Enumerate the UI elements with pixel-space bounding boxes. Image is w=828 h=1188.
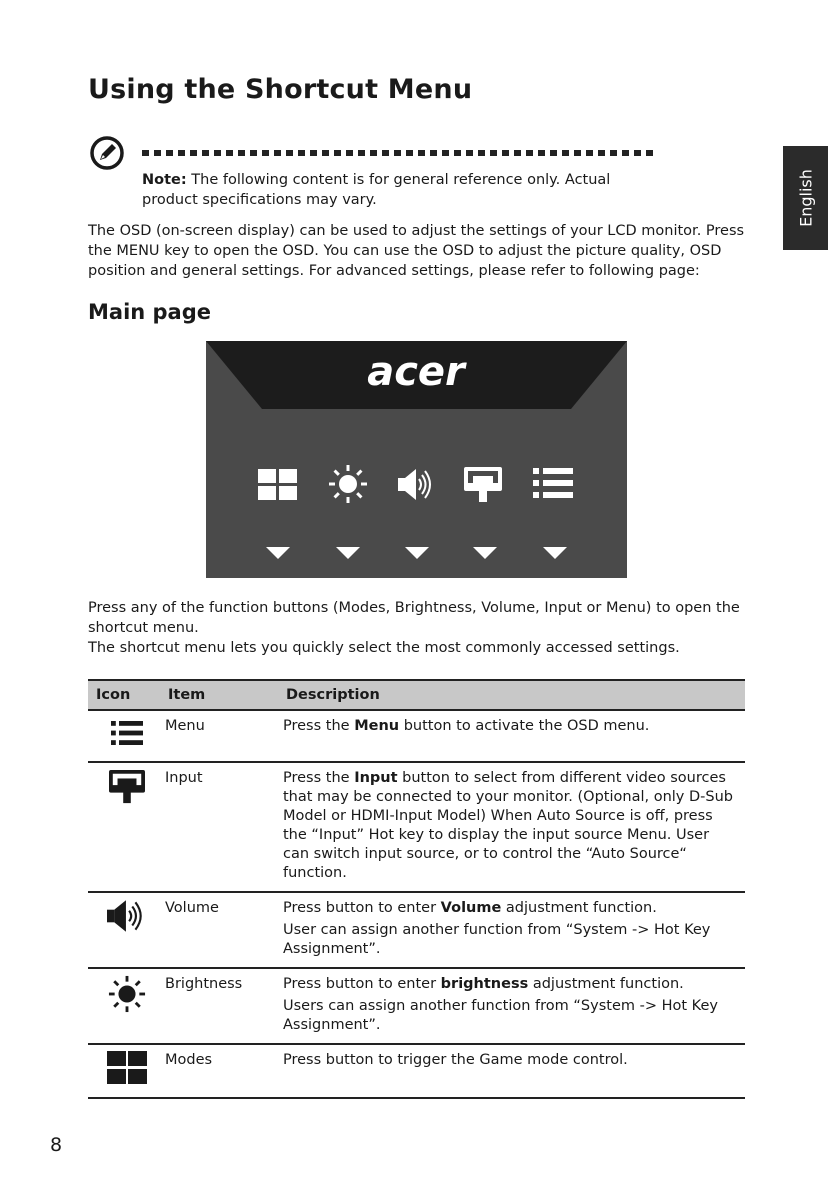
osd-input-icon[interactable]: [464, 467, 502, 502]
desc-text: adjustment function.: [528, 976, 684, 992]
input-source-icon: [109, 769, 145, 805]
header-item: Item: [165, 680, 283, 710]
desc-text: button to activate the OSD menu.: [399, 718, 650, 734]
shortcut-description: [88, 598, 748, 658]
table-cell-description: [283, 1044, 745, 1098]
table-row: [88, 892, 745, 968]
note-body: The following content is for general reference only. Actual product specifications may vary.: [142, 172, 611, 208]
header-description: Description: [283, 680, 745, 710]
osd-arrow-down-icon[interactable]: [405, 547, 429, 559]
note-label: Note:: [142, 172, 187, 188]
osd-logo: acer: [367, 349, 465, 395]
desc-keyword: Volume: [440, 900, 502, 916]
osd-arrow-down-icon[interactable]: [543, 547, 567, 559]
description-line-1: Press any of the function buttons (Modes, Brightness, Volume, Input or Menu) to open the shortcut menu.: [88, 600, 740, 636]
note-pencil-icon: [87, 133, 127, 173]
shortcut-table: [88, 679, 745, 1099]
language-tab-label: English: [796, 169, 815, 227]
header-icon: Icon: [88, 680, 165, 710]
desc-text: Press the: [283, 770, 355, 786]
osd-modes-icon[interactable]: [258, 469, 297, 500]
desc-keyword: Input: [354, 770, 398, 786]
brightness-icon: [108, 975, 146, 1013]
menu-list-icon: [111, 717, 143, 749]
osd-arrow-down-icon[interactable]: [336, 547, 360, 559]
table-cell-description: [283, 710, 745, 762]
table-cell-description: [283, 762, 745, 892]
modes-grid-icon: [107, 1051, 147, 1085]
desc-keyword: Menu: [354, 718, 400, 734]
description-line-2: The shortcut menu lets you quickly select the most commonly accessed settings.: [88, 640, 680, 656]
desc-text: Press the: [283, 718, 355, 734]
table-cell-description: [283, 892, 745, 968]
table-row: [88, 1044, 745, 1098]
desc-text: Press button to enter: [283, 900, 441, 916]
osd-volume-icon[interactable]: [398, 469, 430, 500]
desc-text: Press button to trigger the Game mode control.: [283, 1052, 628, 1068]
volume-icon: [107, 899, 147, 933]
note-text: [142, 170, 662, 210]
table-cell-item: Volume: [165, 892, 283, 968]
section-title: Main page: [88, 300, 212, 324]
table-cell-item: Modes: [165, 1044, 283, 1098]
table-cell-description: [283, 968, 745, 1044]
osd-brightness-icon[interactable]: [329, 465, 367, 503]
page-number: 8: [50, 1134, 63, 1156]
table-cell-item: Brightness: [165, 968, 283, 1044]
note-divider: [142, 150, 658, 156]
desc-text: Press button to enter: [283, 976, 441, 992]
page-title: Using the Shortcut Menu: [88, 74, 473, 105]
desc-text: button to select from different video sources that may be connected to your monitor. (Optional, only D-Sub Model or HDMI-Input Model) When Auto Source is off, press the “Input” Hot key to display the input source Menu. User can switch input source, or to control the “Auto Source“ function.: [283, 770, 733, 881]
osd-arrow-down-icon[interactable]: [266, 547, 290, 559]
osd-arrow-down-icon[interactable]: [473, 547, 497, 559]
table-row: [88, 762, 745, 892]
table-cell-item: Menu: [165, 710, 283, 762]
osd-menu-icon[interactable]: [533, 468, 573, 498]
table-row: [88, 968, 745, 1044]
desc-text-secondary: User can assign another function from “System -> Hot Key Assignment”.: [283, 922, 711, 957]
table-row: [88, 710, 745, 762]
osd-screen: [206, 341, 627, 578]
language-tab: [783, 146, 828, 250]
desc-text: adjustment function.: [501, 900, 657, 916]
desc-text-secondary: Users can assign another function from “System -> Hot Key Assignment”.: [283, 998, 718, 1033]
intro-paragraph: The OSD (on-screen display) can be used to adjust the settings of your LCD monitor. Press the MENU key to open the OSD. You can use the OSD to adjust the picture quality, OSD position and general settings. For advanced settings, please refer to following page:: [88, 223, 745, 279]
table-header-row: [88, 680, 745, 710]
desc-keyword: brightness: [440, 976, 529, 992]
table-cell-item: Input: [165, 762, 283, 892]
